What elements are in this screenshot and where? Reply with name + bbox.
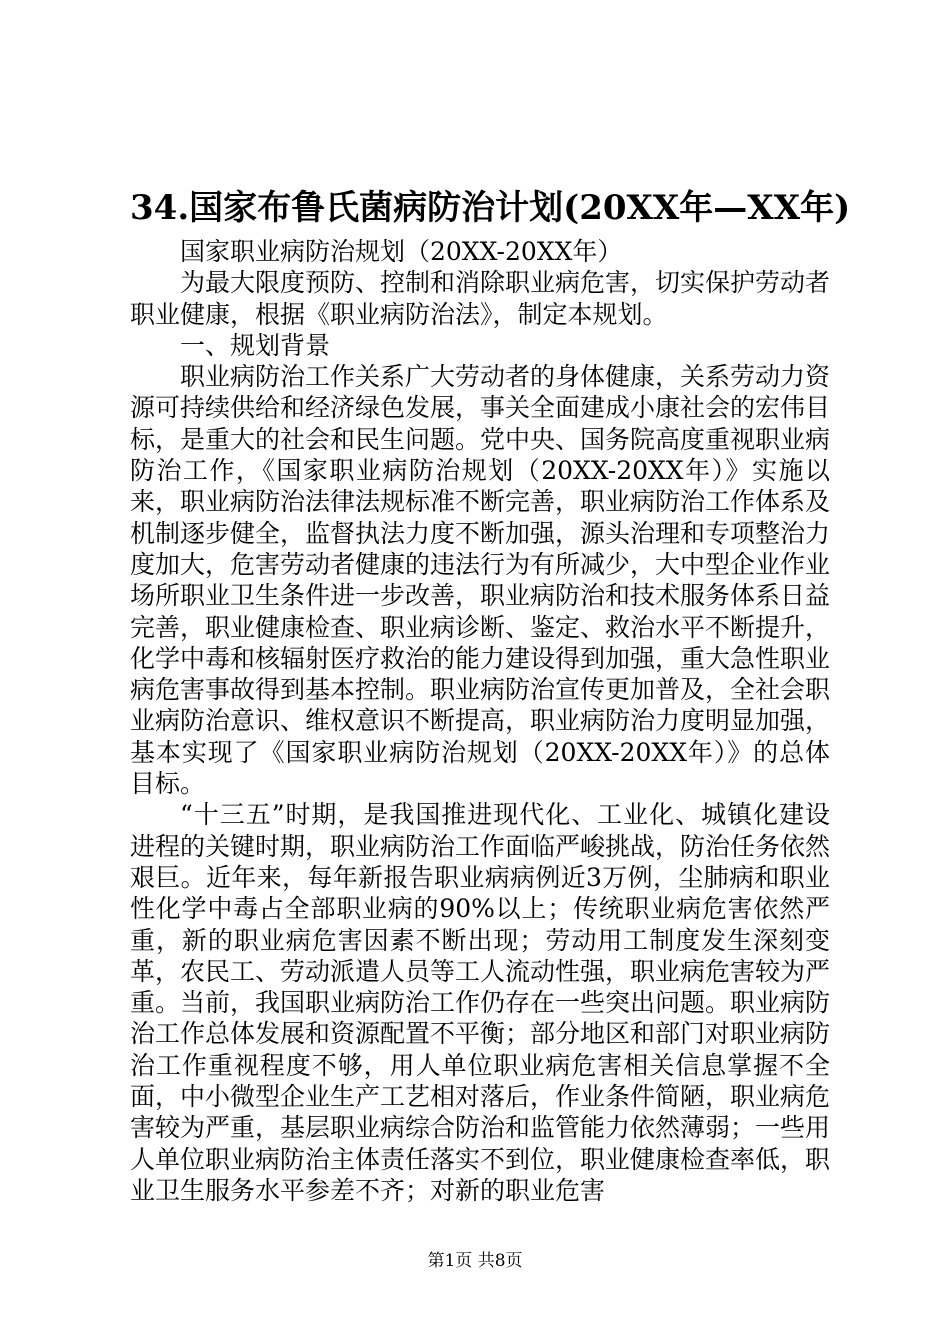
- page-footer: 第1页 共8页: [427, 1251, 523, 1271]
- paragraph-intro: 为最大限度预防、控制和消除职业病危害，切实保护劳动者职业健康，根据《职业病防治法》，制定本规划。: [130, 268, 831, 329]
- document-title: 34.国家布鲁氏菌病防治计划(20XX年—XX年): [130, 188, 851, 228]
- document-body: [130, 236, 830, 1206]
- document-subtitle: 国家职业病防治规划（20XX-20XX年）: [180, 237, 623, 266]
- paragraph-challenges: “十三五”时期，是我国推进现代化、工业化、城镇化建设进程的关键时期，职业病防治工作面临严峻挑战，防治任务依然艰巨。近年来，每年新报告职业病病例近3万例，尘肺病和职业性化学中毒占全部职业病的90%以上；传统职业病危害依然严重，新的职业病危害因素不断出现；劳动用工制度发生深刻变革，农民工、劳动派遣人员等工人流动性强，职业病危害较为严重。当前，我国职业病防治工作仍存在一些突出问题。职业病防治工作总体发展和资源配置不平衡；部分地区和部门对职业病防治工作重视程度不够，用人单位职业病危害相关信息掌握不全面，中小微型企业生产工艺相对落后，作业条件简陋，职业病危害较为严重，基层职业病综合防治和监管能力依然薄弱；一些用人单位职业病防治主体责任落实不到位，职业健康检查率低，职业卫生服务水平参差不齐；对新的职业危害: [130, 800, 831, 1205]
- paragraph-background: 职业病防治工作关系广大劳动者的身体健康，关系劳动力资源可持续供给和经济绿色发展，事关全面建成小康社会的宏伟目标，是重大的社会和民生问题。党中央、国务院高度重视职业病防治工作，《国家职业病防治规划（20XX-20XX年）》实施以来，职业病防治法律法规标准不断完善，职业病防治工作体系及机制逐步健全，监督执法力度不断加强，源头治理和专项整治力度加大，危害劳动者健康的违法行为有所减少，大中型企业作业场所职业卫生条件进一步改善，职业病防治和技术服务体系日益完善，职业健康检查、职业病诊断、鉴定、救治水平不断提升，化学中毒和核辐射医疗救治的能力建设得到加强，重大急性职业病危害事故得到基本控制。职业病防治宣传更加普及，全社会职业病防治意识、维权意识不断提高，职业病防治力度明显加强，基本实现了《国家职业病防治规划（20XX-20XX年）》的总体目标。: [130, 362, 831, 799]
- section-heading: 一、规划背景: [180, 330, 331, 360]
